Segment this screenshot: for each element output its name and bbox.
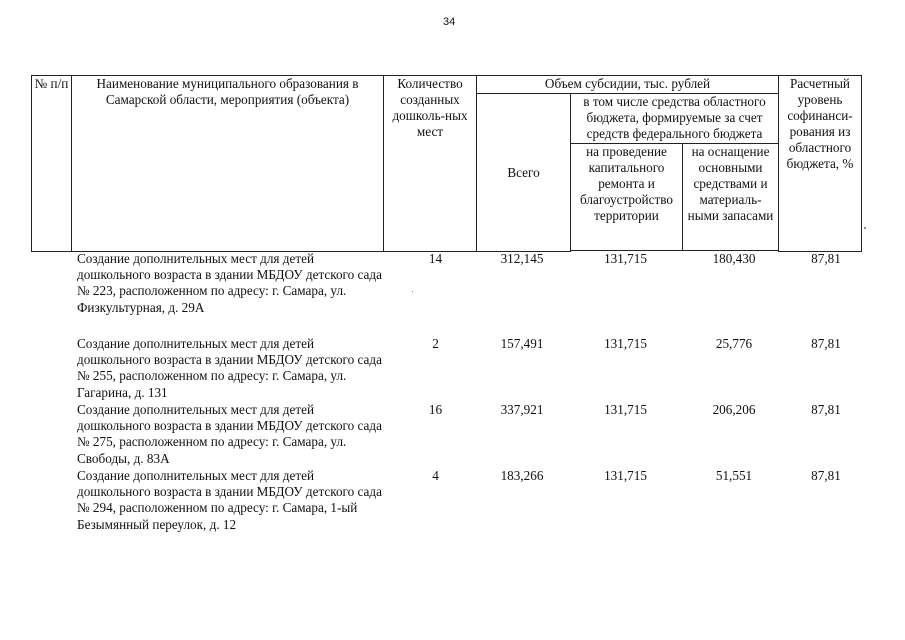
row-repair: 131,715	[604, 402, 647, 417]
row-cofin: 87,81	[811, 402, 841, 417]
row-equip: 180,430	[712, 251, 756, 266]
header-equip: на оснащение основными средствами и материаль-ными запасами	[683, 144, 779, 251]
row-total: 337,921	[500, 402, 544, 417]
header-repair: на проведение капитального ремонта и благоустройство территории	[571, 144, 683, 251]
table-row	[31, 251, 871, 336]
row-cofin: 87,81	[811, 251, 841, 266]
header-name: Наименование муниципального образования в Самарской области, мероприятия (объекта)	[72, 76, 384, 252]
row-places: 4	[432, 468, 439, 483]
header-subsidy: Объем субсидии, тыс. рублей	[477, 76, 779, 94]
row-name: Создание дополнительных мест для детей дошкольного возраста в здании МБДОУ детского сада № 275, расположенном по адресу: г. Самара, ул. Свободы, д. 83А	[77, 402, 382, 466]
header-num: № п/п	[32, 76, 72, 252]
page-number: 34	[443, 16, 456, 28]
row-equip: 206,206	[712, 402, 756, 417]
data-table	[31, 251, 871, 548]
header-cofin: Расчетный уровень софинанси-рования из областного бюджета, %	[779, 76, 862, 252]
row-name: Создание дополнительных мест для детей дошкольного возраста в здании МБДОУ детского сада № 255, расположенном по адресу: г. Самара, ул. Гагарина, д. 131	[77, 336, 382, 400]
header-places: Количество созданных дошколь-ных мест	[384, 76, 477, 252]
table-row	[31, 336, 871, 402]
row-cofin: 87,81	[811, 468, 841, 483]
row-repair: 131,715	[604, 336, 647, 351]
row-total: 157,491	[500, 336, 544, 351]
row-total: 312,145	[500, 251, 544, 266]
row-total: 183,266	[500, 468, 544, 483]
scan-speck	[412, 291, 413, 292]
row-cofin: 87,81	[811, 336, 841, 351]
header-total: Всего	[477, 94, 571, 252]
row-repair: 131,715	[604, 468, 647, 483]
table-row	[31, 468, 871, 548]
row-name: Создание дополнительных мест для детей дошкольного возраста в здании МБДОУ детского сада № 223, расположенном по адресу: г. Самара, ул. Физкультурная, д. 29А	[77, 251, 382, 315]
row-places: 2	[432, 336, 439, 351]
table-row	[31, 402, 871, 468]
row-repair: 131,715	[604, 251, 647, 266]
row-places: 14	[428, 251, 443, 266]
row-name: Создание дополнительных мест для детей дошкольного возраста в здании МБДОУ детского сада № 294, расположенном по адресу: г. Самара, 1-ый Безымянный переулок, д. 12	[77, 468, 382, 532]
row-equip: 25,776	[715, 336, 753, 351]
header-federal: в том числе средства областного бюджета, формируемые за счет средств федерального бюджета	[571, 94, 779, 144]
row-places: 16	[428, 402, 443, 417]
table-header	[31, 75, 862, 252]
row-equip: 51,551	[715, 468, 753, 483]
scan-speck	[864, 227, 866, 229]
